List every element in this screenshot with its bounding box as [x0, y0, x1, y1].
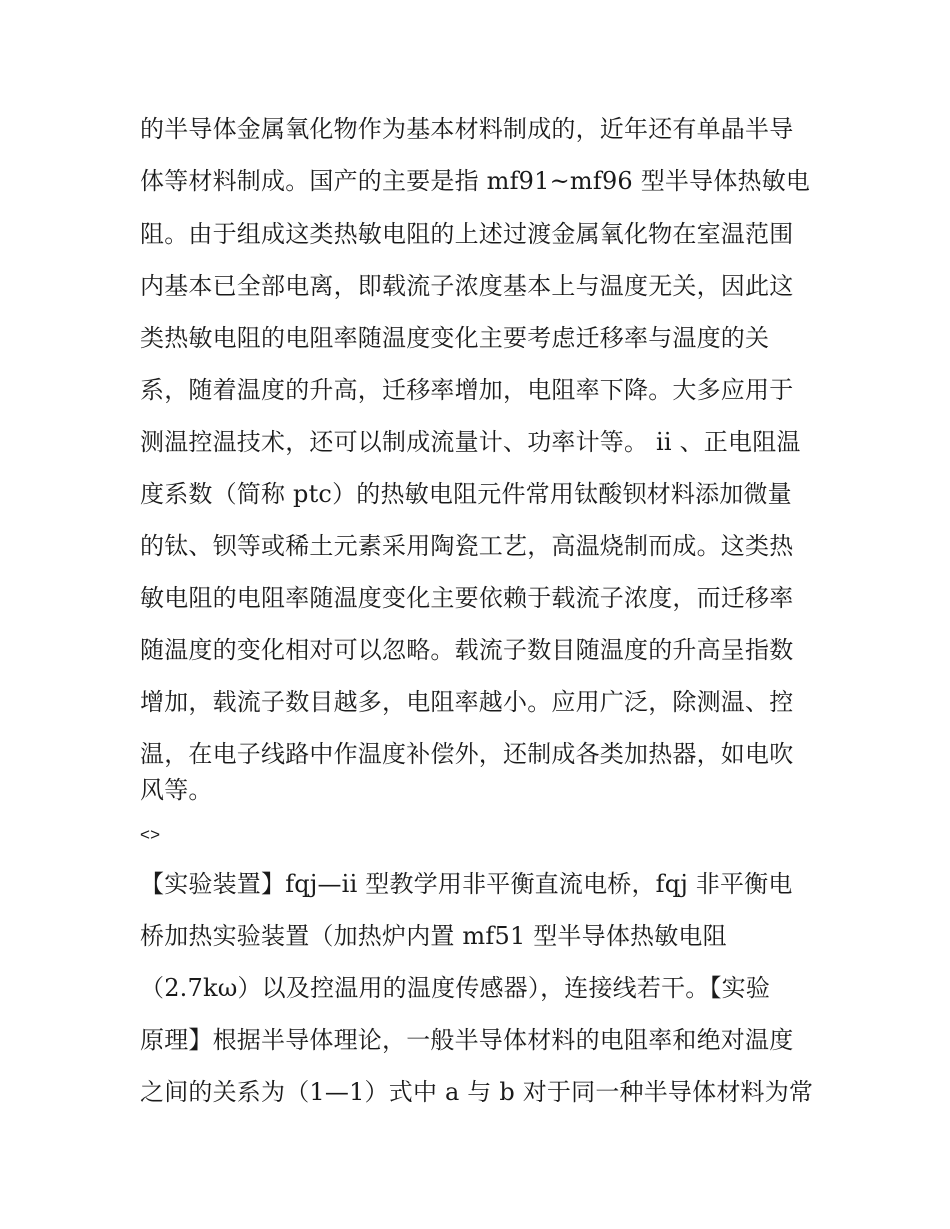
- text-line: 增加，载流子数目越多，电阻率越小。应用广泛，除测温、控: [140, 688, 794, 716]
- separator-marker: <>: [140, 825, 161, 844]
- text-line: （2.7kω）以及控温用的温度传感器），连接线若干。【实验: [140, 974, 771, 1002]
- text-line: 体等材料制成。国产的主要是指 mf91~mf96 型半导体热敏电: [140, 167, 811, 195]
- text-line: 敏电阻的电阻率随温度变化主要依赖于载流子浓度，而迁移率: [140, 584, 794, 612]
- text-line: 测温控温技术，还可以制成流量计、功率计等。 ii 、正电阻温: [140, 428, 801, 456]
- text-line: 随温度的变化相对可以忽略。载流子数目随温度的升高呈指数: [140, 636, 794, 664]
- text-line: 的半导体金属氧化物作为基本材料制成的，近年还有单晶半导: [140, 115, 794, 143]
- text-line: 桥加热实验装置（加热炉内置 mf51 型半导体热敏电阻: [140, 922, 727, 950]
- text-line: 度系数（简称 ptc）的热敏电阻元件常用钛酸钡材料添加微量: [140, 480, 792, 508]
- text-line: 类热敏电阻的电阻率随温度变化主要考虑迁移率与温度的关: [140, 324, 770, 352]
- text-line: 原理】根据半导体理论，一般半导体材料的电阻率和绝对温度: [140, 1026, 794, 1054]
- text-line: 系，随着温度的升高，迁移率增加，电阻率下降。大多应用于: [140, 376, 794, 404]
- text-line: 风等。: [140, 776, 213, 804]
- text-line: 之间的关系为（1—1）式中 a 与 b 对于同一种半导体材料为常: [140, 1078, 814, 1106]
- text-line: 的钛、钡等或稀土元素采用陶瓷工艺，高温烧制而成。这类热: [140, 532, 794, 560]
- text-line: 温，在电子线路中作温度补偿外，还制成各类加热器，如电吹: [140, 740, 794, 768]
- text-line: 阻。由于组成这类热敏电阻的上述过渡金属氧化物在室温范围: [140, 220, 794, 248]
- text-line: 【实验装置】fqj—ii 型教学用非平衡直流电桥，fqj 非平衡电: [140, 870, 793, 898]
- text-line: 内基本已全部电离，即载流子浓度基本上与温度无关，因此这: [140, 272, 794, 300]
